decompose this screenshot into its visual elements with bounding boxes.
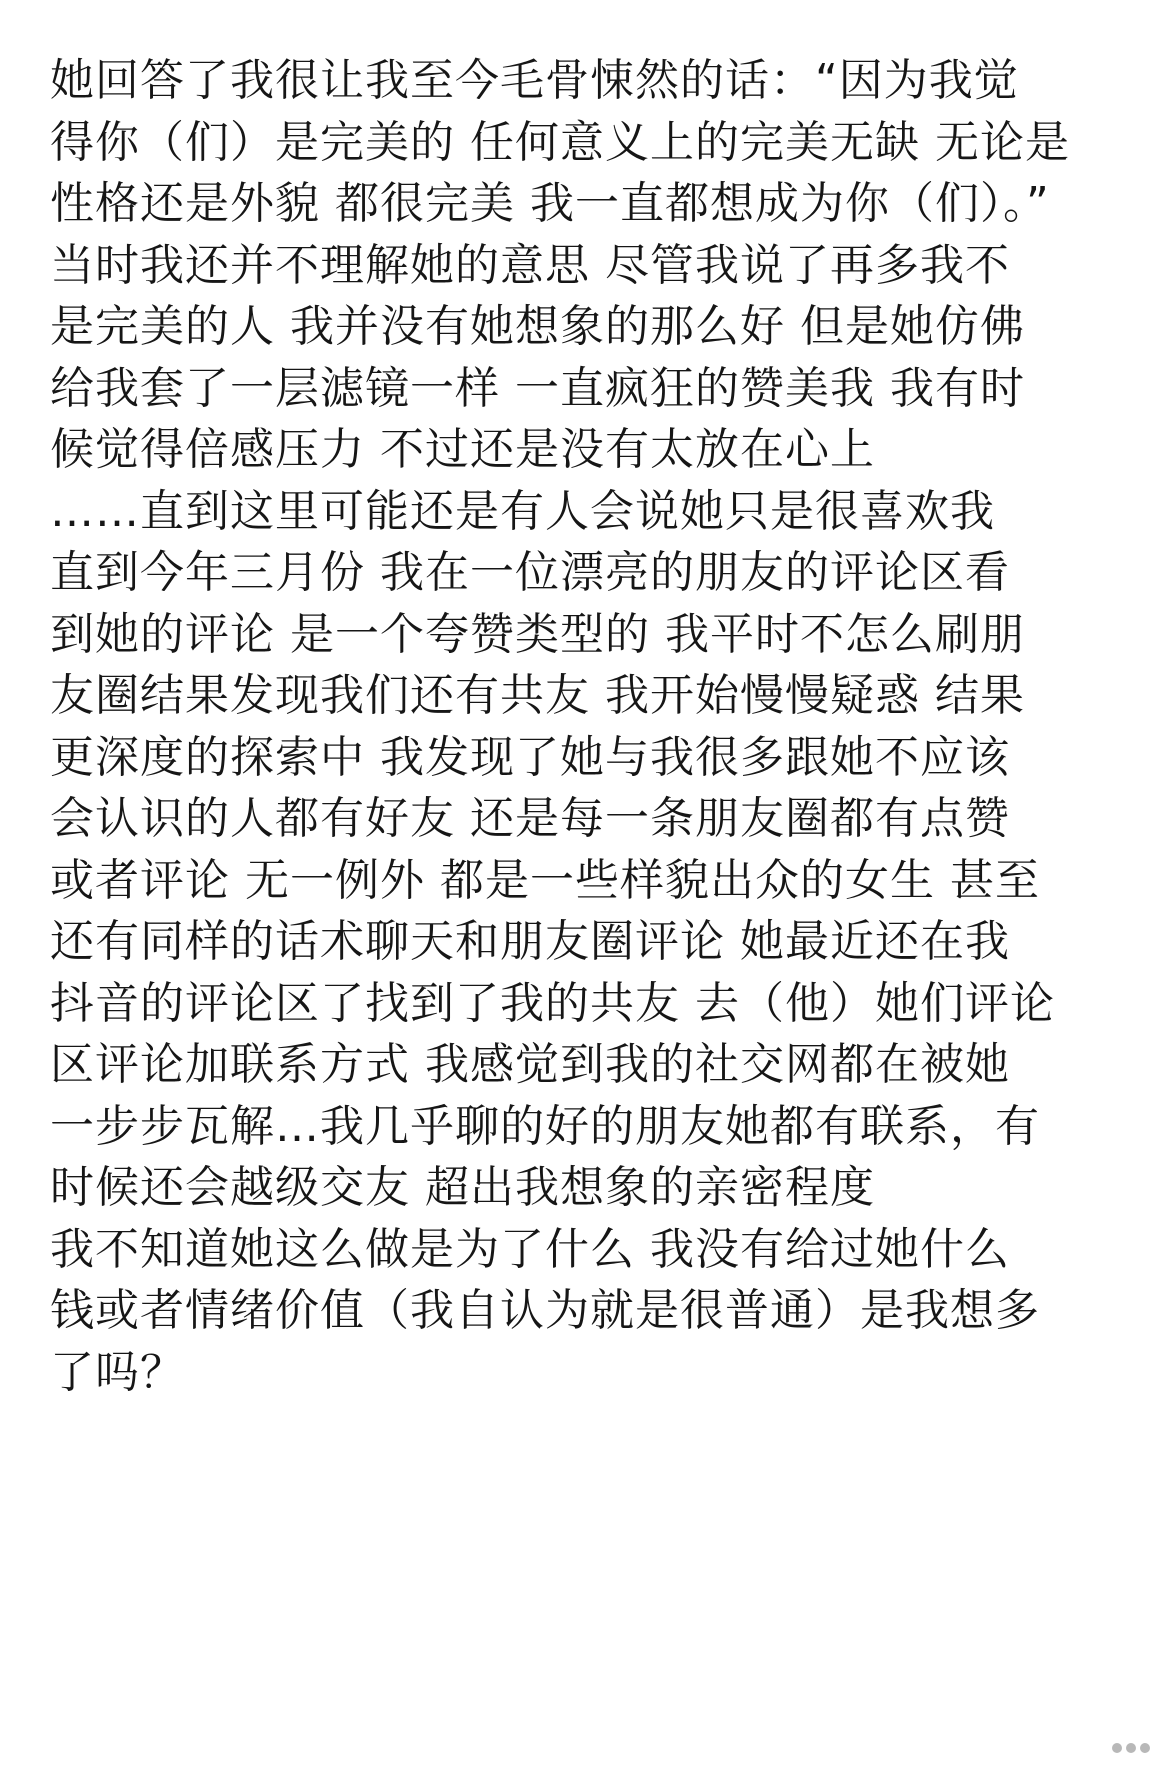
dots-watermark-icon — [1112, 1738, 1156, 1758]
post-line: 性格还是外貌 都很完美 我一直都想成为你（们）。” — [50, 178, 1050, 229]
post-line: 一步步瓦解…我几乎聊的好的朋友她都有联系，有 — [50, 1100, 1040, 1152]
watermark-dot — [1126, 1743, 1136, 1753]
post-line: 直到今年三月份 我在一位漂亮的朋友的评论区看 — [50, 547, 1010, 598]
post-line: ……直到这里可能还是有人会说她只是很喜欢我 — [50, 485, 995, 537]
post-line: 或者评论 无一例外 都是一些样貌出众的女生 甚至 — [50, 854, 1040, 906]
post-line: 是完美的人 我并没有她想象的那么好 但是她仿佛 — [50, 301, 1025, 352]
watermark-dot — [1112, 1743, 1122, 1753]
post-line: 了吗？ — [50, 1346, 185, 1398]
post-line: 候觉得倍感压力 不过还是没有太放在心上 — [50, 424, 875, 475]
post-line: 得你（们）是完美的 任何意义上的完美无缺 无论是 — [50, 116, 1070, 168]
post-line: 会认识的人都有好友 还是每一条朋友圈都有点赞 — [50, 793, 1010, 844]
post-line: 给我套了一层滤镜一样 一直疯狂的赞美我 我有时 — [50, 362, 1025, 414]
post-line: 当时我还并不理解她的意思 尽管我说了再多我不 — [50, 239, 1010, 291]
post-line: 区评论加联系方式 我感觉到我的社交网都在被她 — [50, 1039, 1010, 1090]
post-line: 友圈结果发现我们还有共友 我开始慢慢疑惑 结果 — [50, 670, 1025, 721]
post-line: 她回答了我很让我至今毛骨悚然的话：“因为我觉 — [50, 55, 1019, 106]
post-line: 抖音的评论区了找到了我的共友 去（他）她们评论 — [50, 977, 1055, 1029]
post-line: 更深度的探索中 我发现了她与我很多跟她不应该 — [50, 731, 1010, 783]
post-line: 我不知道她这么做是为了什么 我没有给过她什么 — [50, 1223, 1010, 1275]
post-line: 时候还会越级交友 超出我想象的亲密程度 — [50, 1162, 875, 1213]
post-line: 钱或者情绪价值（我自认为就是很普通）是我想多 — [50, 1285, 1040, 1336]
post-line: 到她的评论 是一个夸赞类型的 我平时不怎么刷朋 — [50, 608, 1025, 660]
post-line: 还有同样的话术聊天和朋友圈评论 她最近还在我 — [50, 916, 1010, 967]
watermark-dot — [1140, 1743, 1150, 1753]
